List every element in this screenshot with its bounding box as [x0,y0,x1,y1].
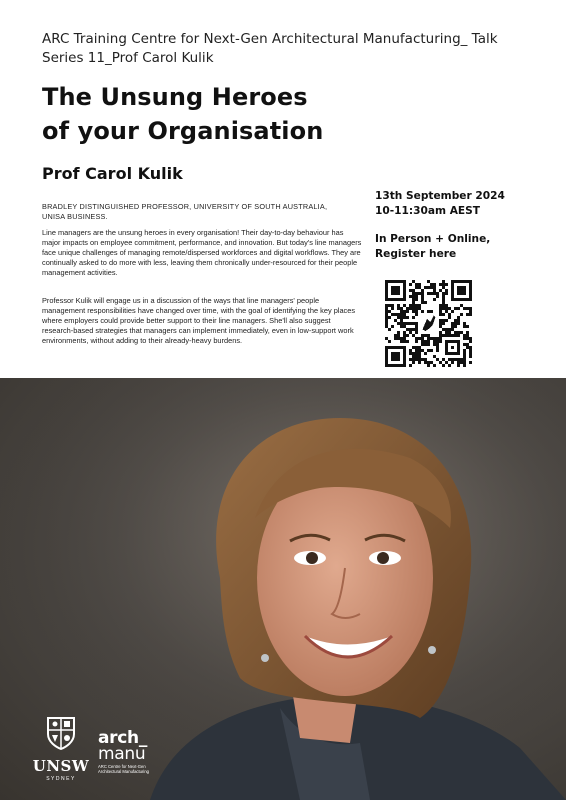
register-link[interactable]: Register here [375,247,457,260]
event-mode: In Person + Online, [375,233,491,245]
talk-title [42,80,462,148]
event-details [375,189,535,261]
archmanu-wordmark-line2: manu [98,744,146,764]
event-date: 13th September 2024 [375,190,505,202]
poster-header-section [0,0,566,378]
archmanu-logo [98,730,168,774]
unsw-crest-icon [46,716,76,750]
archmanu-wordmark-line1: arch_ [98,728,148,748]
unsw-subtitle: SYDNEY [46,776,76,782]
event-time: 10-11:30am AEST [375,204,481,217]
speaker-photo [0,378,566,800]
talk-title-line2: of your Organisation [42,117,324,145]
speaker-role: BRADLEY DISTINGUISHED PROFESSOR, UNIVERSITY OF SOUTH AUSTRALIA, UNISA BUSINESS. [42,202,328,221]
talk-title-line1: The Unsung Heroes [42,83,308,111]
unsw-wordmark: UNSW [32,757,90,775]
registration-qr-code[interactable] [385,280,472,367]
speaker-name: Prof Carol Kulik [42,164,183,183]
archmanu-subtitle: ARC Centre for Next-Gen Architectural Manufacturing [98,764,149,774]
abstract-paragraph-2: Professor Kulik will engage us in a discussion of the ways that line managers' people management responsibilities have changed over time, with the goal of identifying the key places where employers could provide better support to their line managers. She'll also suggest research-based strategies that managers can implement immediately, even in low-support work environments, without adding to their already-heavy burdens. [42,296,356,345]
talk-series-label: ARC Training Centre for Next-Gen Architectural Manufacturing_ Talk Series 11_Prof Carol Kulik [42,31,498,66]
unsw-logo [30,716,92,782]
abstract-paragraph-1: Line managers are the unsung heroes in every organisation! Their day-to-day behaviour has major impacts on employee commitment, performance, and innovation. But today's line managers face unique challenges of managing remote/dispersed workforces and digital workflows. They are continually asked to do more with less, leaving them chronically under-resourced for their people management activities. [42,228,362,277]
